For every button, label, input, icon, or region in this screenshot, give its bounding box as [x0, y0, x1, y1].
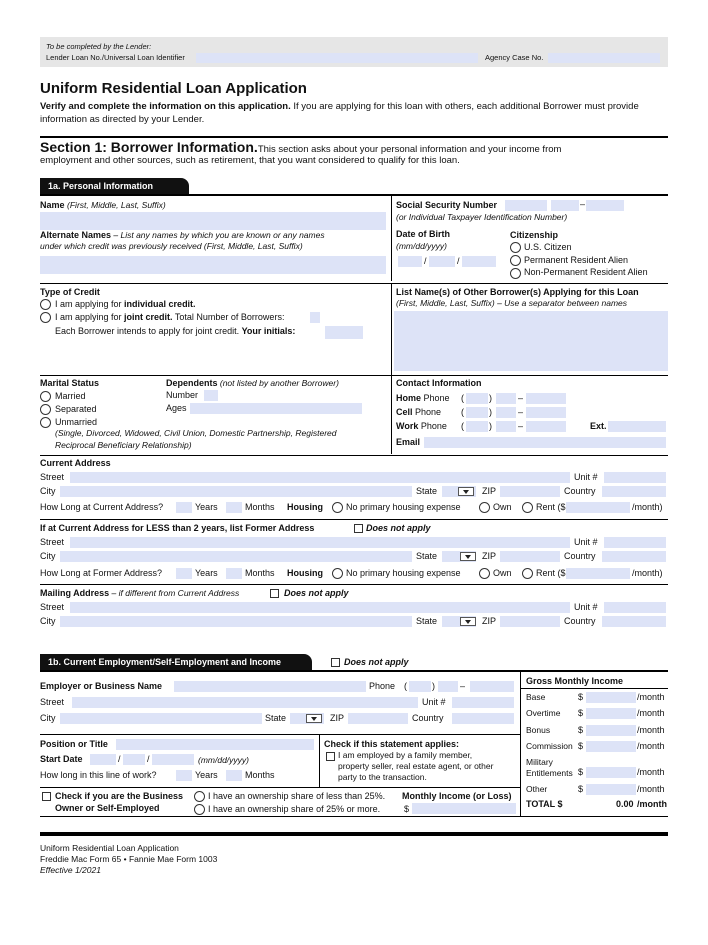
cell-paren-close: ): [489, 407, 492, 417]
family-member-checkbox[interactable]: [326, 752, 335, 761]
name-label-row: [40, 200, 166, 210]
former-rent-per-month: /month): [632, 568, 663, 578]
current-no-primary-label: No primary housing expense: [346, 502, 461, 512]
cell-phone-label: [396, 407, 441, 417]
email-input[interactable]: [424, 437, 666, 448]
other-names-hint: (First, Middle, Last, Suffix) – Use a separator between names: [396, 298, 628, 308]
income-bonus-per-month: /month: [637, 725, 665, 735]
home-dash: –: [518, 393, 524, 403]
current-address-label: Current Address: [40, 458, 111, 468]
mailing-not-apply-checkbox[interactable]: [270, 589, 279, 598]
ssn-input-1[interactable]: [505, 200, 547, 211]
page-title: Uniform Residential Loan Application: [40, 80, 307, 97]
employer-city-label: City: [40, 713, 56, 723]
work-years-label: Years: [195, 770, 218, 780]
mailing-state-label: State: [416, 616, 438, 626]
agency-case-input[interactable]: [548, 53, 660, 63]
former-state-dropdown[interactable]: [460, 552, 476, 561]
intro-text: [40, 101, 639, 112]
dependents-label: Dependents: [166, 378, 218, 388]
income-total-per-month: /month: [637, 799, 667, 809]
dependents-row: [166, 378, 339, 388]
current-unit-input[interactable]: [604, 472, 666, 483]
work-bold: Work: [396, 421, 419, 431]
income-base-per-month: /month: [637, 692, 665, 702]
income-total-value: 0.00: [616, 799, 634, 809]
credit-joint-pre: I am applying for: [55, 312, 125, 322]
work-months-label: Months: [245, 770, 275, 780]
mailing-hint: – if different from Current Address: [109, 588, 240, 598]
dob-hint: (mm/dd/yyyy): [396, 241, 447, 251]
employer-street-input[interactable]: [72, 697, 418, 708]
income-overtime-input[interactable]: [586, 708, 636, 719]
former-rent-radio[interactable]: [522, 568, 533, 579]
employer-phone-label: Phone: [369, 681, 396, 691]
credit-joint-radio[interactable]: [40, 312, 51, 323]
income-military-input[interactable]: [586, 767, 636, 778]
mailing-address-row: [40, 588, 239, 598]
dob-year-input[interactable]: [462, 256, 496, 267]
gross-income-label: Gross Monthly Income: [526, 676, 624, 686]
former-housing-label: Housing: [287, 568, 323, 578]
citizenship-label: Citizenship: [510, 230, 559, 240]
ssn-dash: –: [580, 199, 586, 209]
home-paren-close: ): [489, 393, 492, 403]
mailing-street-input[interactable]: [70, 602, 570, 613]
current-zip-input[interactable]: [500, 486, 560, 497]
intro-bold: Verify and complete the information on this application.: [40, 101, 291, 112]
income-other-dollar: $: [578, 784, 584, 794]
current-street-label: Street: [40, 472, 65, 482]
alt-names-label: Alternate Names: [40, 230, 112, 240]
share-more-label: I have an ownership share of 25% or more.: [208, 804, 381, 814]
former-city-input[interactable]: [60, 551, 412, 562]
start-date-label: Start Date: [40, 754, 83, 764]
former-state-label: State: [416, 551, 438, 561]
home-bold: Home: [396, 393, 422, 403]
divider-v3: [391, 376, 392, 454]
cell-phone-word: Phone: [412, 407, 442, 417]
divider-h3: [40, 455, 668, 456]
dob-label: Date of Birth: [396, 229, 450, 239]
footer-form-numbers: Freddie Mac Form 65 • Fannie Mae Form 1003: [40, 854, 218, 864]
dependents-number-input[interactable]: [204, 390, 218, 401]
section1-desc2: employment and other sources, such as retirement, that you want considered to qualify for this loan.: [40, 155, 460, 166]
current-months-label: Months: [245, 502, 275, 512]
credit-joint-bold: joint credit.: [124, 312, 173, 322]
family-member-line1: I am employed by a family member,: [338, 750, 473, 760]
former-country-input[interactable]: [602, 551, 666, 562]
former-address-label: If at Current Address for LESS than 2 years, list Former Address: [40, 523, 315, 533]
former-city-label: City: [40, 551, 56, 561]
former-not-apply-label: Does not apply: [366, 523, 431, 533]
position-input[interactable]: [116, 739, 314, 750]
divider-h2: [40, 375, 668, 376]
citizenship-radio-us[interactable]: [510, 242, 521, 253]
name-label: Name: [40, 200, 65, 210]
ssn-label: Social Security Number: [396, 200, 498, 210]
cell-bold: Cell: [396, 407, 413, 417]
start-sep-1: /: [118, 754, 121, 764]
employer-state-dropdown[interactable]: [306, 714, 322, 723]
current-street-input[interactable]: [70, 472, 570, 483]
footer-rule: [40, 832, 668, 836]
cell-dash: –: [518, 407, 524, 417]
current-years-input[interactable]: [176, 502, 192, 513]
former-years-label: Years: [195, 568, 218, 578]
employment-not-apply-label: Does not apply: [344, 657, 409, 667]
position-label: Position or Title: [40, 739, 108, 749]
mailing-country-input[interactable]: [602, 616, 666, 627]
credit-individual-pre: I am applying for: [55, 299, 125, 309]
contact-label: Contact Information: [396, 378, 482, 388]
work-area-input[interactable]: [466, 421, 488, 432]
alt-names-hint1: – List any names by which you are known or any names: [111, 230, 325, 240]
marital-radio-married[interactable]: [40, 391, 51, 402]
employer-country-label: Country: [412, 713, 444, 723]
work-paren-open: (: [461, 421, 464, 431]
mailing-label: Mailing Address: [40, 588, 110, 598]
income-commission-label: Commission: [526, 741, 573, 751]
former-unit-input[interactable]: [604, 537, 666, 548]
alt-names-row: [40, 230, 325, 240]
current-city-label: City: [40, 486, 56, 496]
mailing-city-input[interactable]: [60, 616, 412, 627]
email-label: Email: [396, 437, 421, 447]
dob-day-input[interactable]: [429, 256, 455, 267]
work-dash: –: [518, 421, 524, 431]
income-base-input[interactable]: [586, 692, 636, 703]
divider-h7: [40, 787, 520, 788]
employer-label: Employer or Business Name: [40, 681, 163, 691]
share-less-label: I have an ownership share of less than 25%.: [208, 791, 386, 801]
work-prefix-input[interactable]: [496, 421, 516, 432]
former-unit-label: Unit #: [574, 537, 598, 547]
citizenship-radio-non-permanent[interactable]: [510, 268, 521, 279]
income-commission-input[interactable]: [586, 741, 636, 752]
monthly-income-label: Monthly Income (or Loss): [402, 791, 512, 801]
employer-dash: –: [460, 681, 466, 691]
employer-country-input[interactable]: [452, 713, 514, 724]
current-own-radio[interactable]: [479, 502, 490, 513]
dependents-ages-label: Ages: [166, 403, 187, 413]
former-how-long-label: How Long at Former Address?: [40, 568, 163, 578]
loan-id-label: Lender Loan No./Universal Loan Identifier: [46, 53, 185, 62]
current-months-input[interactable]: [226, 502, 242, 513]
employer-state-label: State: [265, 713, 287, 723]
former-not-apply-checkbox[interactable]: [354, 524, 363, 533]
section-divider: [40, 136, 668, 138]
agency-case-label: Agency Case No.: [485, 53, 544, 62]
employer-street-label: Street: [40, 697, 65, 707]
mailing-unit-input[interactable]: [604, 602, 666, 613]
section1-desc: This section asks about your personal information and your income from: [257, 144, 562, 155]
share-less-radio[interactable]: [194, 791, 205, 802]
employer-zip-input[interactable]: [348, 713, 408, 724]
marital-label: Marital Status: [40, 378, 100, 388]
tab-employment-income: 1b. Current Employment/Self-Employment and Income: [40, 654, 312, 670]
work-months-input[interactable]: [226, 770, 242, 781]
divider-v4: [319, 735, 320, 787]
former-no-primary-label: No primary housing expense: [346, 568, 461, 578]
ssn-input-2[interactable]: [551, 200, 579, 211]
employer-paren-open: (: [404, 681, 407, 691]
alt-names-input[interactable]: [40, 256, 386, 274]
bottom-rule: [40, 816, 668, 817]
current-state-dropdown[interactable]: [458, 487, 474, 496]
current-how-long-label: How Long at Current Address?: [40, 502, 164, 512]
monthly-income-input[interactable]: [412, 803, 516, 814]
income-bonus-dollar: $: [578, 725, 584, 735]
income-bonus-input[interactable]: [586, 725, 636, 736]
current-unit-label: Unit #: [574, 472, 598, 482]
dependents-number-label: Number: [166, 390, 199, 400]
income-other-label: Other: [526, 784, 548, 794]
divider-v: [391, 196, 392, 281]
former-no-primary-radio[interactable]: [332, 568, 343, 579]
mailing-zip-label: ZIP: [482, 616, 497, 626]
each-borrower-text: [55, 326, 295, 336]
divider-h4: [40, 519, 668, 520]
former-months-label: Months: [245, 568, 275, 578]
tab-line: [40, 194, 668, 196]
credit-joint-post: Total Number of Borrowers:: [172, 312, 285, 322]
employer-unit-input[interactable]: [452, 697, 514, 708]
income-military-per-month: /month: [637, 767, 665, 777]
name-hint: (First, Middle, Last, Suffix): [67, 200, 166, 210]
home-phone-label: [396, 393, 450, 403]
former-months-input[interactable]: [226, 568, 242, 579]
work-line-input[interactable]: [526, 421, 566, 432]
mailing-street-label: Street: [40, 602, 65, 612]
former-rent-label: Rent ($: [536, 568, 566, 578]
former-own-radio[interactable]: [479, 568, 490, 579]
business-owner-line1: Check if you are the Business: [55, 791, 184, 801]
dependents-ages-input[interactable]: [190, 403, 362, 414]
current-no-primary-radio[interactable]: [332, 502, 343, 513]
mailing-country-label: Country: [564, 616, 596, 626]
family-member-line2: property seller, real estate agent, or other: [338, 761, 494, 771]
cell-prefix-input[interactable]: [496, 407, 516, 418]
former-own-label: Own: [493, 568, 512, 578]
home-line-input[interactable]: [526, 393, 566, 404]
each-borrower-pre: Each Borrower intends to apply for joint credit.: [55, 326, 242, 336]
income-base-label: Base: [526, 692, 546, 702]
income-military-label2: Entitlements: [526, 768, 573, 778]
divider-h: [40, 283, 668, 284]
current-country-label: Country: [564, 486, 596, 496]
dob-sep-1: /: [424, 256, 427, 266]
initials-input[interactable]: [325, 326, 363, 339]
income-column-divider: [520, 672, 521, 816]
footer-form-name: Uniform Residential Loan Application: [40, 843, 179, 853]
section1-title: Section 1: Borrower Information.: [40, 139, 258, 155]
former-country-label: Country: [564, 551, 596, 561]
share-more-radio[interactable]: [194, 804, 205, 815]
current-rent-radio[interactable]: [522, 502, 533, 513]
family-member-line3: party to the transaction.: [338, 772, 427, 782]
credit-individual-option: [55, 299, 196, 309]
income-other-per-month: /month: [637, 784, 665, 794]
start-date-hint: (mm/dd/yyyy): [198, 755, 249, 765]
income-bonus-label: Bonus: [526, 725, 551, 735]
intro-rest: If you are applying for this loan with others, each additional Borrower must provide: [290, 101, 639, 112]
current-housing-label: Housing: [287, 502, 323, 512]
former-street-input[interactable]: [70, 537, 570, 548]
home-prefix-input[interactable]: [496, 393, 516, 404]
dob-sep-2: /: [457, 256, 460, 266]
intro-line2: information as directed by your Lender.: [40, 114, 205, 125]
business-owner-line2: Owner or Self-Employed: [55, 803, 160, 813]
employer-input[interactable]: [174, 681, 366, 692]
citizenship-option-permanent: Permanent Resident Alien: [524, 255, 629, 265]
divider-h5: [40, 584, 668, 585]
income-base-dollar: $: [578, 692, 584, 702]
home-area-input[interactable]: [466, 393, 488, 404]
business-owner-checkbox[interactable]: [42, 792, 51, 801]
current-years-label: Years: [195, 502, 218, 512]
tab-line-1b: [40, 670, 668, 672]
cell-paren-open: (: [461, 407, 464, 417]
mailing-zip-input[interactable]: [500, 616, 560, 627]
current-rent-label: Rent ($: [536, 502, 566, 512]
current-country-input[interactable]: [602, 486, 666, 497]
mailing-city-label: City: [40, 616, 56, 626]
mailing-unit-label: Unit #: [574, 602, 598, 612]
citizenship-radio-permanent[interactable]: [510, 255, 521, 266]
start-day-input[interactable]: [123, 754, 145, 765]
employer-paren-close: ): [432, 681, 435, 691]
current-own-label: Own: [493, 502, 512, 512]
ssn-input-3[interactable]: [586, 200, 624, 211]
credit-individual-bold: individual credit.: [124, 299, 196, 309]
ext-label: Ext.: [590, 421, 607, 431]
work-years-input[interactable]: [176, 770, 192, 781]
start-year-input[interactable]: [152, 754, 194, 765]
name-input[interactable]: [40, 212, 386, 230]
citizenship-option-us: U.S. Citizen: [524, 242, 572, 252]
citizenship-option-non-permanent: Non-Permanent Resident Alien: [524, 267, 648, 277]
mailing-not-apply-label: Does not apply: [284, 588, 349, 598]
employer-line-input[interactable]: [470, 681, 514, 692]
work-phone-label: [396, 421, 447, 431]
monthly-income-dollar: $: [404, 804, 410, 814]
ext-input[interactable]: [608, 421, 666, 432]
income-other-input[interactable]: [586, 784, 636, 795]
income-overtime-dollar: $: [578, 708, 584, 718]
check-statement-title: Check if this statement applies:: [324, 739, 460, 749]
credit-joint-option: [55, 312, 284, 322]
divider-v2: [391, 284, 392, 375]
marital-hint1: (Single, Divorced, Widowed, Civil Union, Domestic Partnership, Registered: [55, 428, 337, 438]
former-years-input[interactable]: [176, 568, 192, 579]
employer-zip-label: ZIP: [330, 713, 345, 723]
former-rent-input[interactable]: [566, 568, 630, 579]
income-commission-dollar: $: [578, 741, 584, 751]
initials-label: Your initials:: [241, 326, 296, 336]
other-names-label: List Name(s) of Other Borrower(s) Applying for this Loan: [396, 287, 639, 297]
dob-month-input[interactable]: [398, 256, 422, 267]
employer-city-input[interactable]: [60, 713, 262, 724]
current-zip-label: ZIP: [482, 486, 497, 496]
dependents-hint: (not listed by another Borrower): [217, 378, 339, 388]
other-names-input[interactable]: [394, 311, 668, 371]
income-overtime-label: Overtime: [526, 708, 561, 718]
former-street-label: Street: [40, 537, 65, 547]
start-month-input[interactable]: [90, 754, 116, 765]
marital-option-separated: Separated: [55, 404, 97, 414]
total-borrowers-input[interactable]: [310, 312, 320, 323]
cell-line-input[interactable]: [526, 407, 566, 418]
income-military-dollar: $: [578, 767, 584, 777]
divider-h6: [40, 734, 520, 735]
marital-hint2: Reciprocal Beneficiary Relationship): [55, 440, 192, 450]
alt-names-hint2: under which credit was previously received (First, Middle, Last, Suffix): [40, 241, 303, 251]
lender-box-title: To be completed by the Lender:: [46, 42, 152, 51]
cell-area-input[interactable]: [466, 407, 488, 418]
employer-area-input[interactable]: [409, 681, 431, 692]
work-paren-close: ): [489, 421, 492, 431]
employment-not-apply-checkbox[interactable]: [331, 658, 340, 667]
marital-radio-separated[interactable]: [40, 404, 51, 415]
line-of-work-label: How long in this line of work?: [40, 770, 157, 780]
credit-individual-radio[interactable]: [40, 299, 51, 310]
current-city-input[interactable]: [60, 486, 412, 497]
home-phone-word: Phone: [421, 393, 450, 403]
work-phone-word: Phone: [418, 421, 447, 431]
marital-option-married: Married: [55, 391, 86, 401]
mailing-state-dropdown[interactable]: [460, 617, 476, 626]
former-zip-label: ZIP: [482, 551, 497, 561]
current-state-label: State: [416, 486, 438, 496]
current-rent-input[interactable]: [566, 502, 630, 513]
gross-income-underline: [521, 688, 668, 689]
employer-prefix-input[interactable]: [438, 681, 458, 692]
former-zip-input[interactable]: [500, 551, 560, 562]
start-sep-2: /: [147, 754, 150, 764]
credit-type-label: Type of Credit: [40, 287, 100, 297]
section1-heading: [40, 139, 561, 155]
current-rent-per-month: /month): [632, 502, 663, 512]
marital-radio-unmarried[interactable]: [40, 417, 51, 428]
income-military-label1: Military: [526, 757, 553, 767]
tab-personal-information: 1a. Personal Information: [40, 178, 189, 194]
home-paren-open: (: [461, 393, 464, 403]
income-overtime-per-month: /month: [637, 708, 665, 718]
income-commission-per-month: /month: [637, 741, 665, 751]
income-total-label: TOTAL $: [526, 799, 563, 809]
marital-option-unmarried: Unmarried: [55, 417, 98, 427]
employer-unit-label: Unit #: [422, 697, 446, 707]
ssn-hint: (or Individual Taxpayer Identification Number): [396, 212, 568, 222]
loan-id-input[interactable]: [196, 53, 478, 63]
footer-effective-date: Effective 1/2021: [40, 865, 101, 875]
